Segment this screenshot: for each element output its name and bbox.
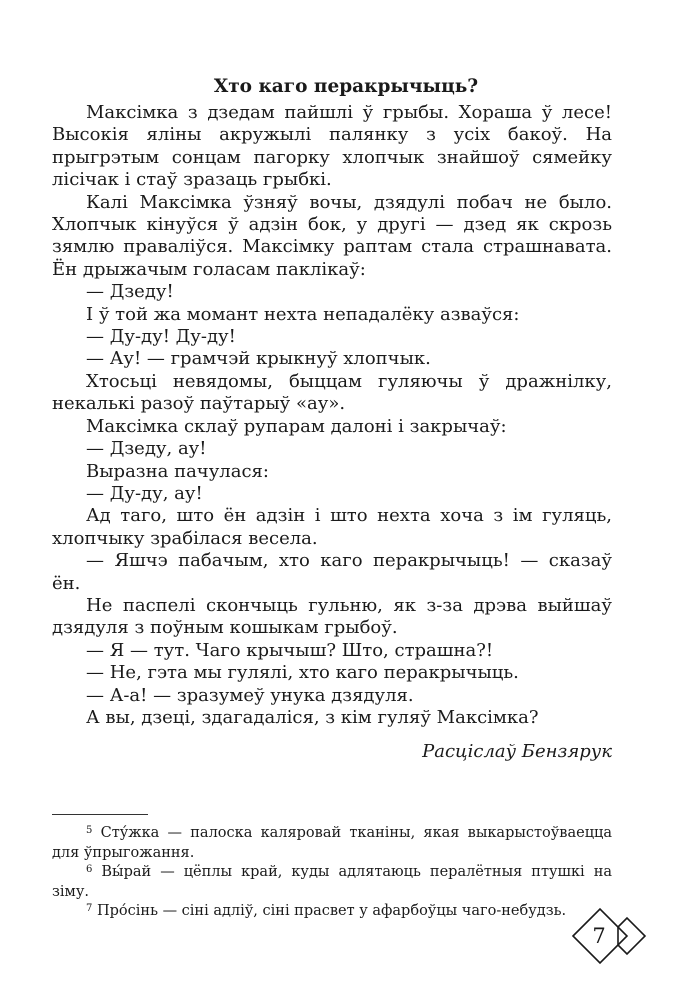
footnote-text: Вы́рай — цёплы край, куды адлятаюць пералётныя птушкі на зіму. — [52, 864, 613, 900]
paragraph: — Я — тут. Чаго крычыш? Што, страшна?! — [86, 639, 494, 661]
footnote — [52, 902, 612, 922]
paragraph: — А-а! — зразумеў унука дзядуля. — [86, 684, 414, 706]
paragraph: Максімка з дзедам пайшлі ў грыбы. Хораша ў лесе! Высокія яліны акружылі палянку з усіх бакоў. На прыгрэтым сонцам пагорку хлопчык знайшоў сямейку лісічак і стаў зразаць грыбкі. — [52, 102, 612, 191]
paragraph: А вы, дзеці, здагадаліся, з кім гуляў Максімка? — [86, 706, 539, 728]
paragraph: Максімка склаў рупарам далоні і закрычаў: — [86, 415, 507, 437]
paragraph: Выразна пачулася: — [86, 460, 269, 482]
footnotes — [52, 824, 612, 922]
paragraph: Ад таго, што ён адзін і што нехта хоча з ім гуляць, хлопчыку зрабілася весела. — [52, 505, 612, 549]
story-title: Хто каго перакрычыць? — [213, 76, 479, 97]
story-text — [52, 102, 612, 729]
footnote-divider — [52, 814, 148, 815]
footnote-number: 6 — [86, 864, 93, 875]
footnote-number: 7 — [86, 903, 93, 914]
footnote-number: 5 — [86, 825, 93, 836]
paragraph: Не паспелі скончыць гульню, як з-за дрэва выйшаў дзядуля з поўным кошыкам грыбоў. — [52, 594, 612, 639]
page-number: 7 — [592, 924, 606, 948]
paragraph: — Ау! — грамчэй крыкнуў хлопчык. — [86, 348, 431, 370]
footnote — [52, 824, 612, 863]
paragraph: І ў той жа момант нехта непадалёку азваўся: — [86, 303, 520, 325]
footnote — [52, 863, 612, 902]
footnote-text: Про́сінь — сіні адліў, сіні прасвет у афарбоўцы чаго-небудзь. — [96, 903, 567, 919]
paragraph: Хтосьці невядомы, быццам гуляючы ў дражнілку, некалькі разоў паўтарыў «ау». — [52, 370, 612, 415]
paragraph: Калі Максімка ўзняў вочы, дзядулі побач не было. Хлопчык кінуўся ў адзін бок, у другі — дзед як скрозь зямлю праваліўся. Максімку раптам стала страшнавата. Ён дрыжачым голасам паклікаў: — [52, 191, 612, 280]
paragraph: — Не, гэта мы гулялі, хто каго перакрычыць. — [86, 662, 519, 684]
story-author: Расціслаў Бензярук — [422, 741, 612, 762]
paragraph: — Ду-ду! Ду-ду! — [86, 326, 236, 348]
paragraph: — Яшчэ пабачым, хто каго перакрычыць! — сказаў ён. — [52, 550, 612, 594]
paragraph: — Дзеду! — [86, 281, 174, 303]
footnote-text: Сту́жка — палоска каляровай тканіны, якая выкарыстоўваецца для ўпрыгожання. — [52, 825, 612, 861]
paragraph: — Ду-ду, ау! — [86, 482, 203, 504]
paragraph: — Дзеду, ау! — [86, 438, 207, 460]
